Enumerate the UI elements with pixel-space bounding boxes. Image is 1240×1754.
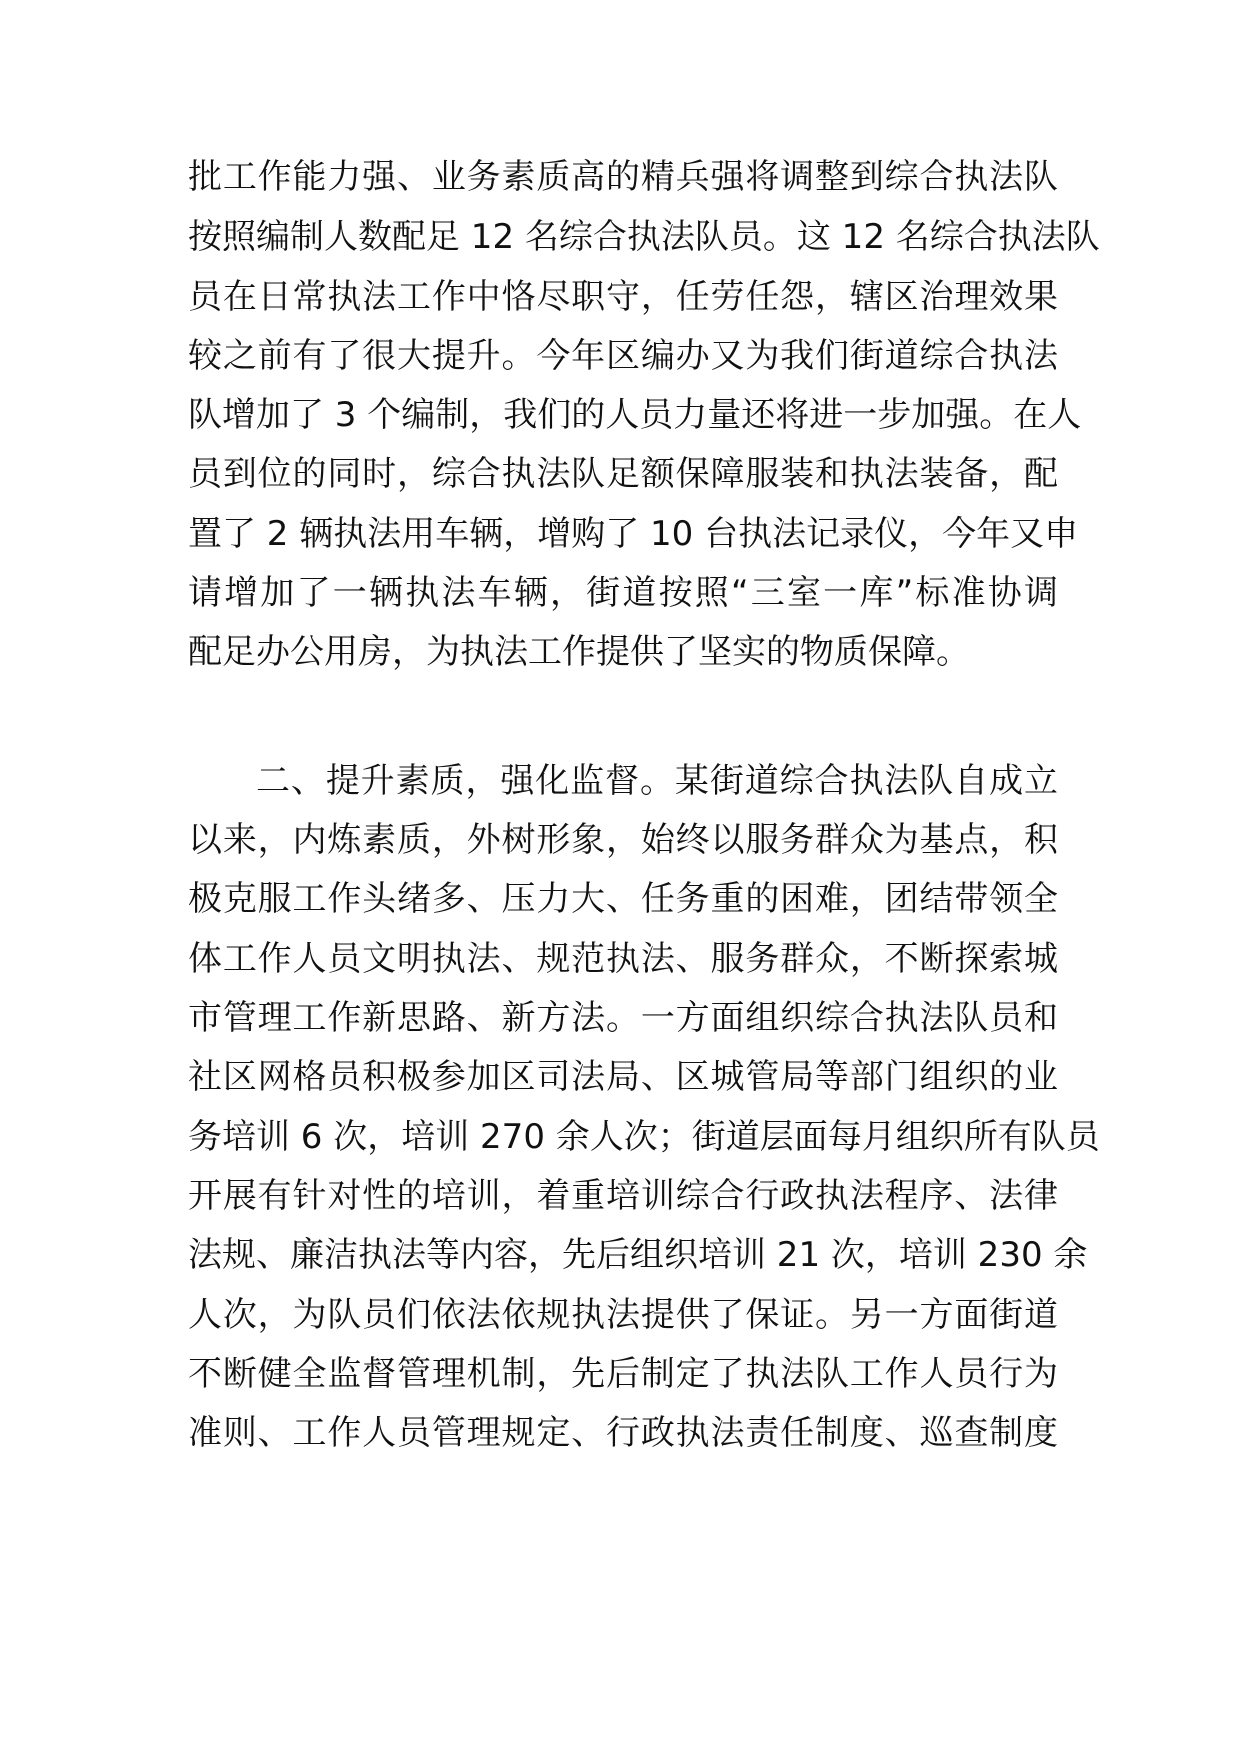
paragraph-line: 配足办公用房，为执法工作提供了坚实的物质保障。 <box>188 632 970 672</box>
paragraph-line: 不断健全监督管理机制，先后制定了执法队工作人员行为 <box>188 1354 1058 1394</box>
paragraph-line: 务培训 6 次，培训 270 余人次；街道层面每月组织所有队员 <box>188 1117 1100 1157</box>
paragraph-line: 员在日常执法工作中恪尽职守，任劳任怨，辖区治理效果 <box>188 277 1058 317</box>
paragraph-line: 法规、廉洁执法等内容，先后组织培训 21 次，培训 230 余 <box>188 1235 1088 1275</box>
paragraph-line: 体工作人员文明执法、规范执法、服务群众，不断探索城 <box>188 939 1058 979</box>
paragraph-line: 准则、工作人员管理规定、行政执法责任制度、巡查制度 <box>188 1413 1058 1453</box>
paragraph-line: 极克服工作头绪多、压力大、任务重的困难，团结带领全 <box>188 879 1058 919</box>
paragraph-line: 置了 2 辆执法用车辆，增购了 10 台执法记录仪，今年又申 <box>188 514 1079 554</box>
paragraph-line: 按照编制人数配足 12 名综合执法队员。这 12 名综合执法队 <box>188 217 1100 257</box>
paragraph-first-line: 二、提升素质，强化监督。某街道综合执法队自成立 <box>256 761 1058 801</box>
paragraph-line: 批工作能力强、业务素质高的精兵强将调整到综合执法队 <box>188 157 1058 197</box>
paragraph-line: 员到位的同时，综合执法队足额保障服装和执法装备，配 <box>188 454 1058 494</box>
paragraph-line: 较之前有了很大提升。今年区编办又为我们街道综合执法 <box>188 336 1058 376</box>
paragraph-line: 社区网格员积极参加区司法局、区城管局等部门组织的业 <box>188 1057 1058 1097</box>
paragraph-line: 市管理工作新思路、新方法。一方面组织综合执法队员和 <box>188 998 1058 1038</box>
paragraph-line: 人次，为队员们依法依规执法提供了保证。另一方面街道 <box>188 1295 1058 1335</box>
paragraph-line: 开展有针对性的培训，着重培训综合行政执法程序、法律 <box>188 1176 1058 1216</box>
paragraph-line: 队增加了 3 个编制，我们的人员力量还将进一步加强。在人 <box>188 395 1082 435</box>
paragraph-line: 以来，内炼素质，外树形象，始终以服务群众为基点，积 <box>188 820 1058 860</box>
paragraph-line: 请增加了一辆执法车辆，街道按照“三室一库”标准协调 <box>188 573 1058 613</box>
